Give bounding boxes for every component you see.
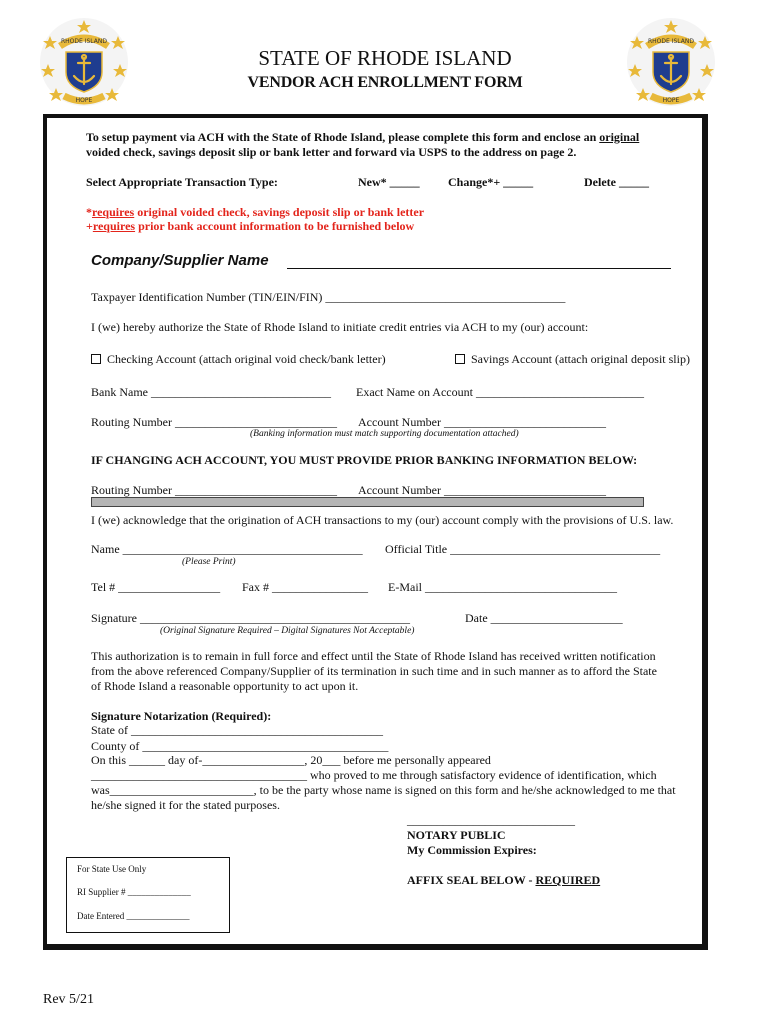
notary-signature-line[interactable]: ____________________________ bbox=[407, 813, 575, 827]
transaction-type-label: Select Appropriate Transaction Type: bbox=[86, 175, 278, 189]
checking-account-option[interactable]: Checking Account (attach original void check/bank letter) bbox=[91, 352, 386, 367]
date-entered-field[interactable]: Date Entered ______________ bbox=[77, 911, 190, 921]
official-title-field[interactable]: Official Title ___________________________________ bbox=[385, 542, 661, 556]
svg-text:HOPE: HOPE bbox=[75, 97, 93, 104]
form-subtitle: VENDOR ACH ENROLLMENT FORM bbox=[247, 74, 523, 91]
signature-note: (Original Signature Required – Digital Signatures Not Acceptable) bbox=[160, 626, 415, 636]
bank-name-field[interactable]: Bank Name ______________________________ bbox=[91, 385, 331, 399]
svg-text:HOPE: HOPE bbox=[662, 97, 680, 104]
affix-seal-label: AFFIX SEAL BELOW - REQUIRED bbox=[407, 873, 601, 887]
please-print-note: (Please Print) bbox=[182, 557, 236, 567]
email-field[interactable]: E-Mail ________________________________ bbox=[388, 580, 617, 594]
account-number-field[interactable]: Account Number ___________________________ bbox=[358, 415, 606, 429]
banking-note: (Banking information must match supporting documentation attached) bbox=[250, 429, 519, 439]
company-name-label: Company/Supplier Name bbox=[91, 252, 269, 269]
prior-account-number-field[interactable]: Account Number ___________________________ bbox=[358, 483, 606, 497]
notarization-heading: Signature Notarization (Required): bbox=[91, 709, 272, 723]
authorization-line-3: of Rhode Island a reasonable opportunity to act upon it. bbox=[91, 679, 359, 693]
authorization-line-2: from the above referenced Company/Supplier of its termination in such time and in such manner as to afford the State bbox=[91, 664, 657, 678]
notary-appeared-line[interactable]: ____________________________________ who proved to me through satisfactory evidence of identification, which bbox=[91, 768, 657, 782]
notary-was-line[interactable]: was________________________, to be the party whose name is signed on this form and he/she acknowledged to me that bbox=[91, 783, 676, 797]
requirement-note-2: +requires prior bank account information to be furnished below bbox=[86, 219, 415, 233]
notary-state-field[interactable]: State of __________________________________________ bbox=[91, 723, 383, 737]
notary-public-label: NOTARY PUBLIC bbox=[407, 828, 506, 842]
acknowledge-text: I (we) acknowledge that the origination of ACH transactions to my (our) account comply with the provisions of U.S. law. bbox=[91, 513, 674, 527]
form-title: STATE OF RHODE ISLAND bbox=[258, 46, 512, 70]
section-divider-bar bbox=[91, 497, 644, 507]
authorize-text: I (we) hereby authorize the State of Rhode Island to initiate credit entries via ACH to my (our) account: bbox=[91, 320, 589, 334]
notary-date-line[interactable]: On this ______ day of-_________________, 20___ before me personally appeared bbox=[91, 753, 491, 767]
changing-heading: IF CHANGING ACH ACCOUNT, YOU MUST PROVIDE PRIOR BANKING INFORMATION BELOW: bbox=[91, 453, 638, 467]
commission-expires-label: My Commission Expires: bbox=[407, 843, 537, 857]
state-use-box bbox=[66, 857, 230, 933]
savings-account-option[interactable]: Savings Account (attach original deposit slip) bbox=[455, 352, 690, 367]
svg-text:RHODE ISLAND: RHODE ISLAND bbox=[61, 38, 107, 45]
intro-line-2: voided check, savings deposit slip or bank letter and forward via USPS to the address on page 2. bbox=[86, 145, 577, 159]
tin-field[interactable]: Taxpayer Identification Number (TIN/EIN/FIN) ________________________________________ bbox=[91, 290, 566, 304]
revision-label: Rev 5/21 bbox=[43, 992, 94, 1007]
ri-supplier-field[interactable]: RI Supplier # ______________ bbox=[77, 887, 191, 897]
checking-checkbox[interactable] bbox=[91, 354, 101, 364]
notary-signed-line: he/she signed it for the stated purposes. bbox=[91, 798, 280, 812]
signature-field[interactable]: Signature _____________________________________________ bbox=[91, 611, 410, 625]
svg-text:RHODE ISLAND: RHODE ISLAND bbox=[648, 38, 694, 45]
notary-county-field[interactable]: County of _________________________________________ bbox=[91, 739, 389, 753]
date-field[interactable]: Date ______________________ bbox=[465, 611, 623, 625]
routing-number-field[interactable]: Routing Number ___________________________ bbox=[91, 415, 337, 429]
transaction-delete-field[interactable]: Delete _____ bbox=[584, 175, 649, 189]
transaction-new-field[interactable]: New* _____ bbox=[358, 175, 420, 189]
tel-field[interactable]: Tel # _________________ bbox=[91, 580, 221, 594]
state-use-title: For State Use Only bbox=[77, 864, 147, 874]
requirement-note-1: *requires original voided check, savings deposit slip or bank letter bbox=[86, 205, 425, 219]
intro-line-1: To setup payment via ACH with the State of Rhode Island, please complete this form and enclose an original bbox=[86, 130, 640, 144]
savings-checkbox[interactable] bbox=[455, 354, 465, 364]
authorization-line-1: This authorization is to remain in full force and effect until the State of Rhode Island has received written notification bbox=[91, 649, 656, 663]
prior-routing-number-field[interactable]: Routing Number ___________________________ bbox=[91, 483, 337, 497]
name-field[interactable]: Name ________________________________________ bbox=[91, 542, 363, 556]
transaction-change-field[interactable]: Change*+ _____ bbox=[448, 175, 534, 189]
company-name-field[interactable] bbox=[287, 268, 671, 269]
form-frame bbox=[43, 114, 708, 950]
fax-field[interactable]: Fax # ________________ bbox=[242, 580, 368, 594]
exact-name-field[interactable]: Exact Name on Account ____________________________ bbox=[356, 385, 644, 399]
